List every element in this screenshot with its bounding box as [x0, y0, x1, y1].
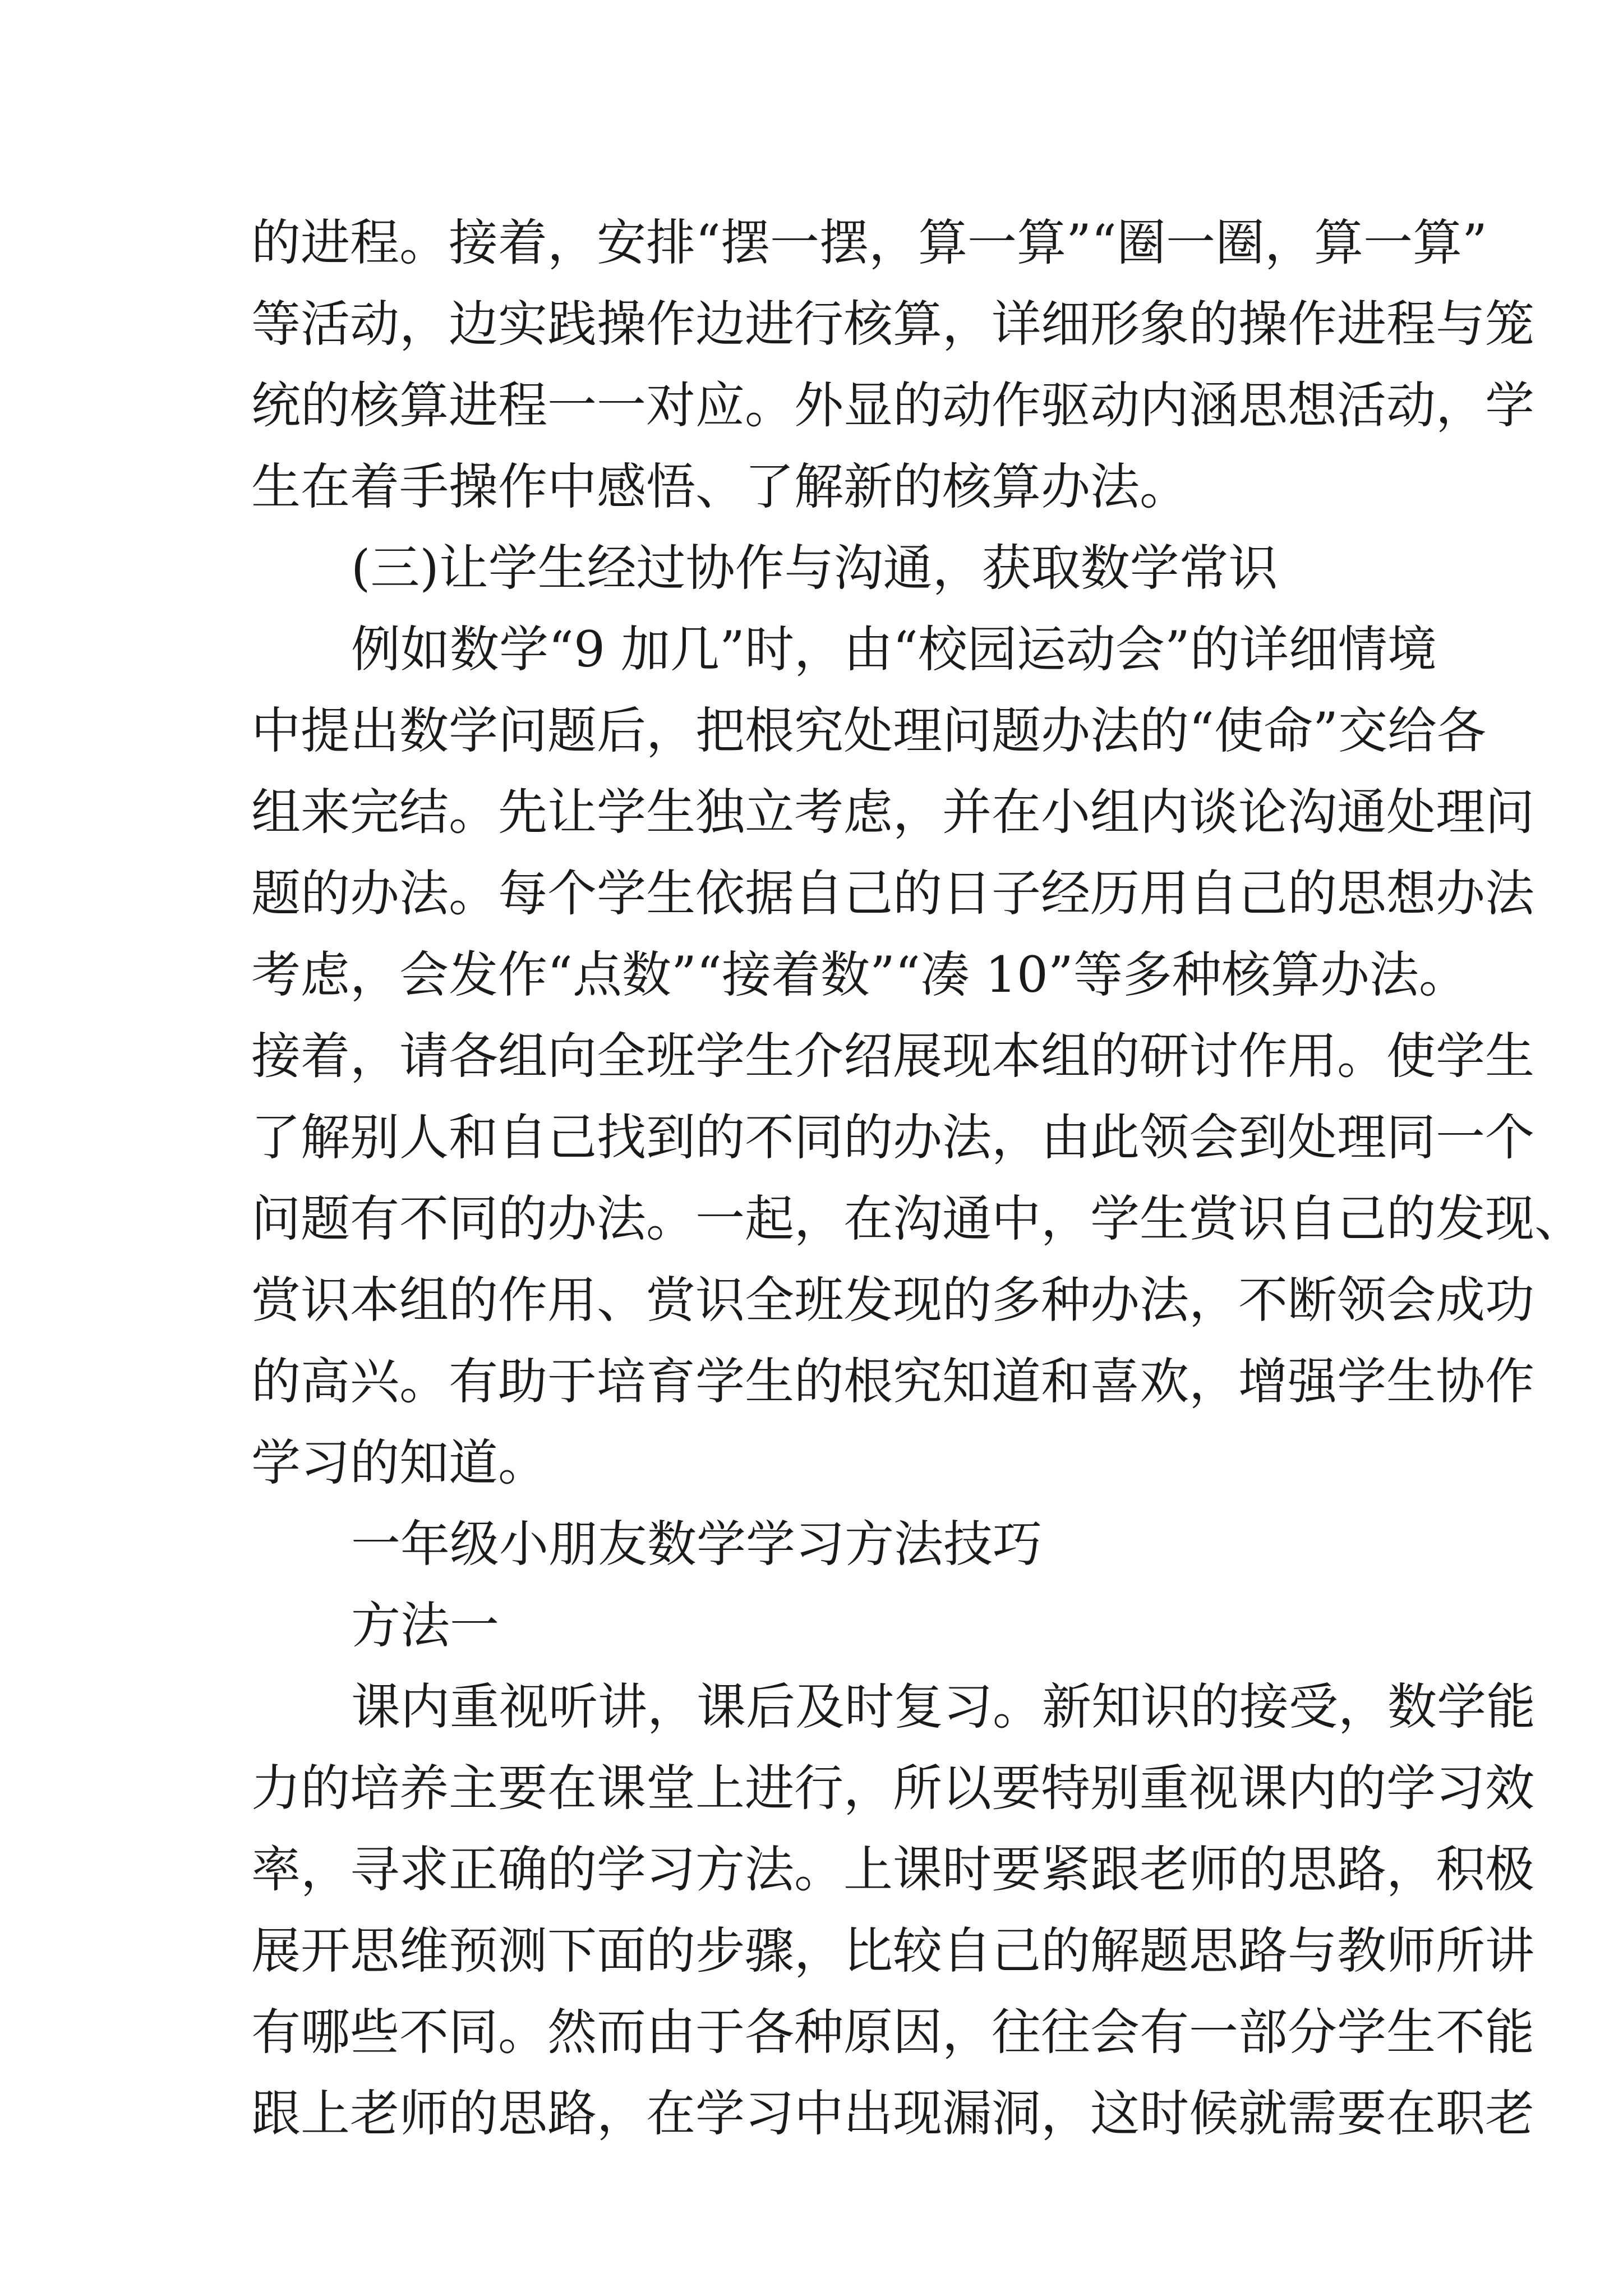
- text-line: 课内重视听讲，课后及时复习。新知识的接受，数学能: [351, 1678, 1536, 1736]
- text-line: 题的办法。每个学生依据自己的日子经历用自己的思想办法: [251, 864, 1535, 922]
- text-line: 学习的知道。: [251, 1434, 548, 1492]
- text-line: 接着，请各组向全班学生介绍展现本组的研讨作用。使学生: [251, 1027, 1535, 1085]
- text-line: 等活动，边实践操作边进行核算，详细形象的操作进程与笼: [251, 295, 1535, 353]
- text-line: 统的核算进程一一对应。外显的动作驱动内涵思想活动，学: [251, 376, 1535, 434]
- section-heading: (三)让学生经过协作与沟通，获取数学常识: [351, 539, 1278, 597]
- text-line: 问题有不同的办法。一起，在沟通中，学生赏识自己的发现、: [251, 1190, 1584, 1248]
- text-line: 有哪些不同。然而由于各种原因，往往会有一部分学生不能: [251, 2003, 1535, 2061]
- section-heading: 一年级小朋友数学学习方法技巧: [351, 1515, 1043, 1573]
- text-line: 中提出数学问题后，把根究处理问题办法的“使命”交给各: [251, 702, 1486, 760]
- text-line: 跟上老师的思路，在学习中出现漏洞，这时候就需要在职老: [251, 2085, 1535, 2142]
- text-line: 考虑，会发作“点数”“接着数”“凑 10”等多种核算办法。: [251, 946, 1468, 1004]
- text-line: 例如数学“9 加几”时，由“校园运动会”的详细情境: [351, 620, 1437, 678]
- text-line: 率，寻求正确的学习方法。上课时要紧跟老师的思路，积极: [251, 1841, 1535, 1898]
- subsection-heading: 方法一: [351, 1596, 500, 1654]
- body-text: [251, 202, 1584, 2154]
- text-line: 赏识本组的作用、赏识全班发现的多种办法，不断领会成功: [251, 1271, 1535, 1329]
- text-line: 生在着手操作中感悟、了解新的核算办法。: [251, 458, 1189, 516]
- text-line: 力的培养主要在课堂上进行，所以要特别重视课内的学习效: [251, 1759, 1535, 1817]
- text-line: 的高兴。有助于培育学生的根究知道和喜欢，增强学生协作: [251, 1352, 1535, 1410]
- text-line: 了解别人和自己找到的不同的办法，由此领会到处理同一个: [251, 1108, 1535, 1166]
- text-line: 的进程。接着，安排“摆一摆，算一算”“圈一圈，算一算”: [251, 214, 1487, 272]
- text-line: 组来完结。先让学生独立考虑，并在小组内谈论沟通处理问: [251, 783, 1535, 841]
- text-line: 展开思维预测下面的步骤，比较自己的解题思路与教师所讲: [251, 1922, 1535, 1980]
